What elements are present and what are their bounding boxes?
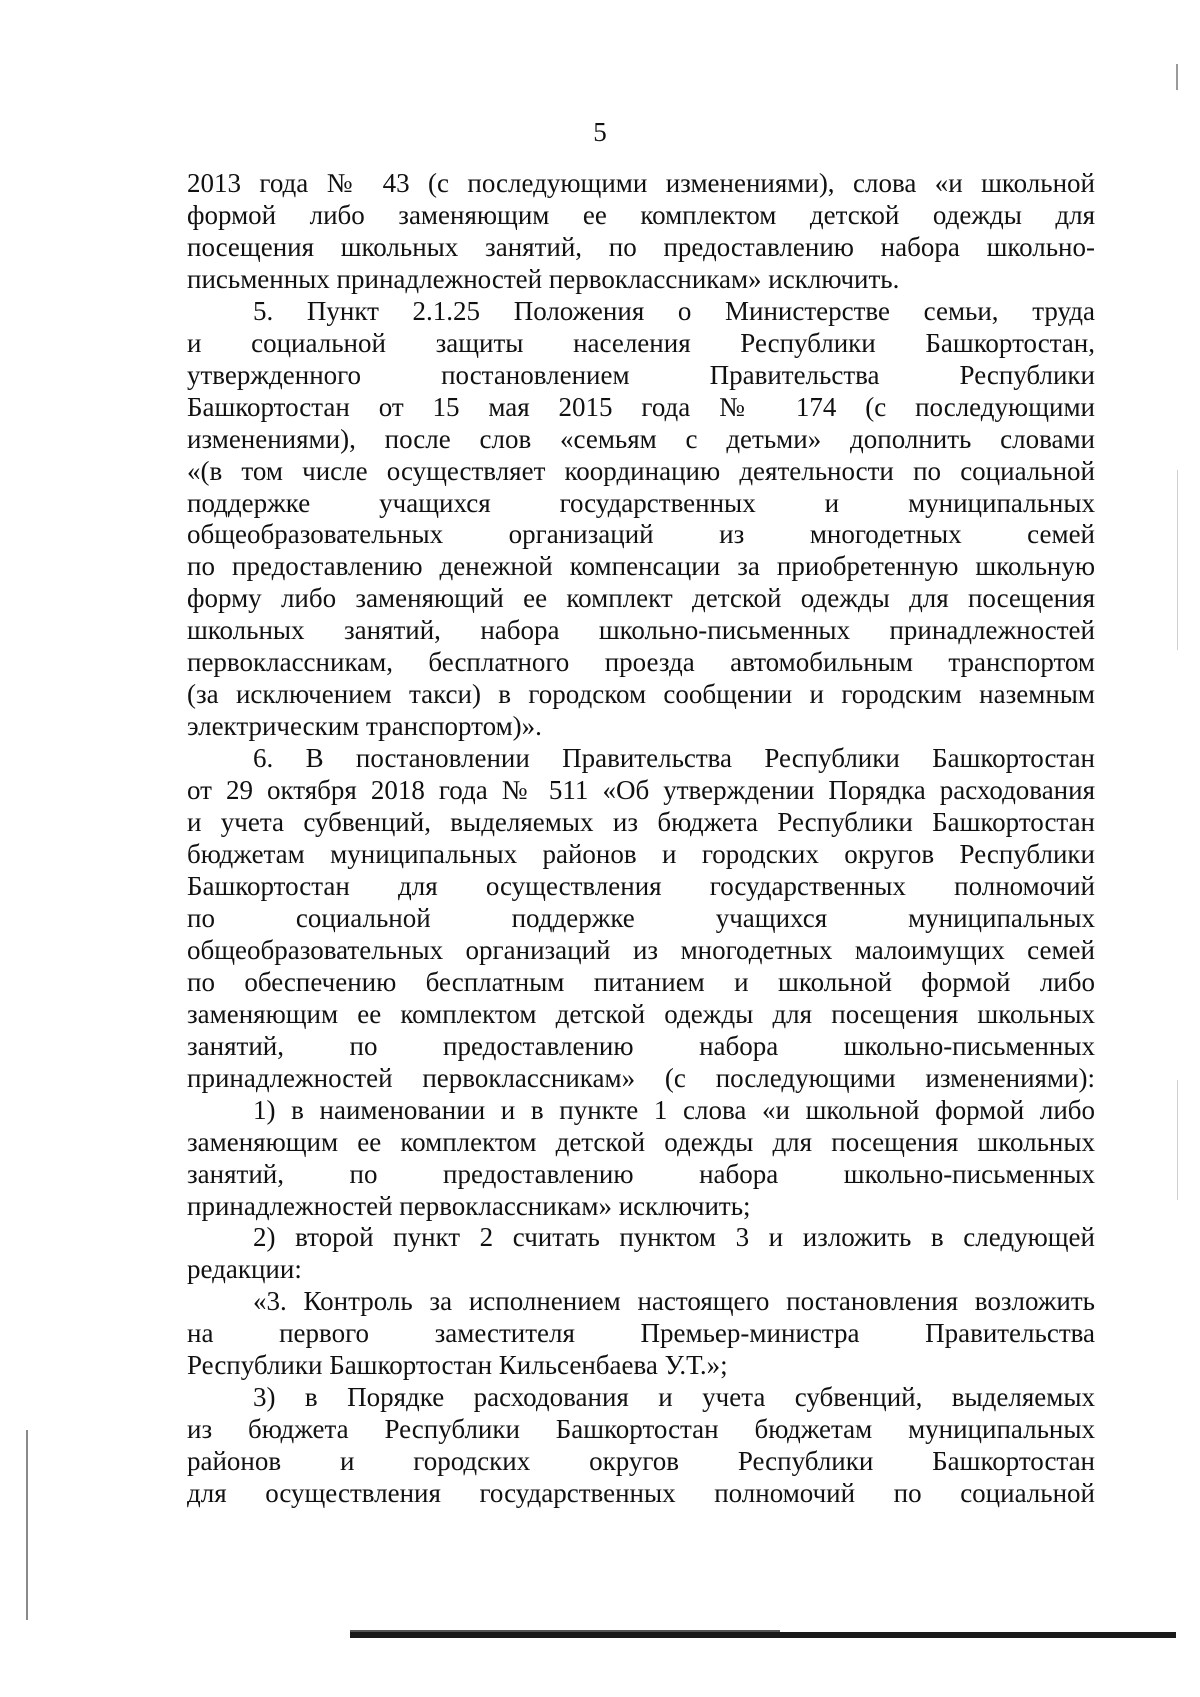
text-line: принадлежностей первоклассникам» (с последующими изменениями): xyxy=(187,1062,1095,1093)
text-line: занятий, по предоставлению набора школьно-письменных xyxy=(187,1030,1095,1061)
text-line: посещения школьных занятий, по предоставлению набора школьно- xyxy=(187,231,1095,262)
text-line: Республики Башкортостан Кильсенбаева У.Т.»; xyxy=(187,1350,728,1381)
text-line: редакции: xyxy=(187,1254,302,1285)
scan-edge-mark xyxy=(1177,470,1178,650)
text-line: «(в том числе осуществляет координацию деятельности по социальной xyxy=(187,455,1095,486)
text-line: утвержденного постановлением Правительства Республики xyxy=(187,359,1095,390)
text-line: по предоставлению денежной компенсации за приобретенную школьную xyxy=(187,551,1095,582)
text-line: письменных принадлежностей первоклассникам» исключить. xyxy=(187,263,900,294)
scan-edge-mark xyxy=(26,1430,28,1620)
text-line: бюджетам муниципальных районов и городских округов Республики xyxy=(187,839,1095,870)
text-line: «3. Контроль за исполнением настоящего постановления возложить xyxy=(253,1286,1095,1317)
text-line: формой либо заменяющим ее комплектом детской одежды для xyxy=(187,199,1095,230)
text-line: электрическим транспортом)». xyxy=(187,711,542,742)
text-line: 3) в Порядке расходования и учета субвенций, выделяемых xyxy=(253,1382,1095,1413)
text-line: изменениями), после слов «семьям с детьми» дополнить словами xyxy=(187,423,1095,454)
text-line: (за исключением такси) в городском сообщении и городским наземным xyxy=(187,679,1095,710)
page-number: 5 xyxy=(593,117,607,147)
text-line: Башкортостан для осуществления государственных полномочий xyxy=(187,870,1095,901)
text-line: по социальной поддержке учащихся муниципальных xyxy=(187,902,1095,933)
bottom-rule xyxy=(350,1632,1176,1638)
scan-edge-mark xyxy=(1177,1080,1178,1200)
text-line: от 29 октября 2018 года № 511 «Об утверждении Порядка расходования xyxy=(187,775,1095,806)
text-line: и учета субвенций, выделяемых из бюджета Республики Башкортостан xyxy=(187,807,1095,838)
text-line: общеобразовательных организаций из многодетных малоимущих семей xyxy=(187,934,1095,965)
text-line: поддержке учащихся государственных и муниципальных xyxy=(187,487,1095,518)
text-line: 2013 года № 43 (с последующими изменениями), слова «и школьной xyxy=(187,168,1095,198)
text-line: и социальной защиты населения Республики Башкортостан, xyxy=(187,327,1095,358)
text-line: для осуществления государственных полномочий по социальной xyxy=(187,1478,1095,1509)
text-line: школьных занятий, набора школьно-письменных принадлежностей xyxy=(187,615,1095,646)
text-line: 1) в наименовании и в пункте 1 слова «и школьной формой либо xyxy=(253,1094,1095,1125)
text-line: 2) второй пункт 2 считать пунктом 3 и изложить в следующей xyxy=(253,1222,1095,1253)
text-line: форму либо заменяющий ее комплект детской одежды для посещения xyxy=(187,583,1095,614)
text-line: 6. В постановлении Правительства Республики Башкортостан xyxy=(253,743,1095,774)
text-line: заменяющим ее комплектом детской одежды для посещения школьных xyxy=(187,998,1095,1029)
document-body xyxy=(187,168,1095,1510)
text-line: по обеспечению бесплатным питанием и школьной формой либо xyxy=(187,966,1095,997)
scan-edge-mark xyxy=(1176,64,1178,90)
text-line: занятий, по предоставлению набора школьно-письменных xyxy=(187,1158,1095,1189)
text-line: первоклассникам, бесплатного проезда автомобильным транспортом xyxy=(187,647,1095,678)
text-line: принадлежностей первоклассникам» исключить; xyxy=(187,1190,751,1221)
text-line: 5. Пункт 2.1.25 Положения о Министерстве семьи, труда xyxy=(253,295,1095,326)
text-line: Башкортостан от 15 мая 2015 года № 174 (с последующими xyxy=(187,391,1095,422)
text-line: на первого заместителя Премьер-министра Правительства xyxy=(187,1318,1095,1349)
text-line: районов и городских округов Республики Башкортостан xyxy=(187,1446,1095,1477)
text-line: общеобразовательных организаций из многодетных семей xyxy=(187,519,1095,550)
text-line: из бюджета Республики Башкортостан бюджетам муниципальных xyxy=(187,1414,1095,1445)
text-line: заменяющим ее комплектом детской одежды для посещения школьных xyxy=(187,1126,1095,1157)
